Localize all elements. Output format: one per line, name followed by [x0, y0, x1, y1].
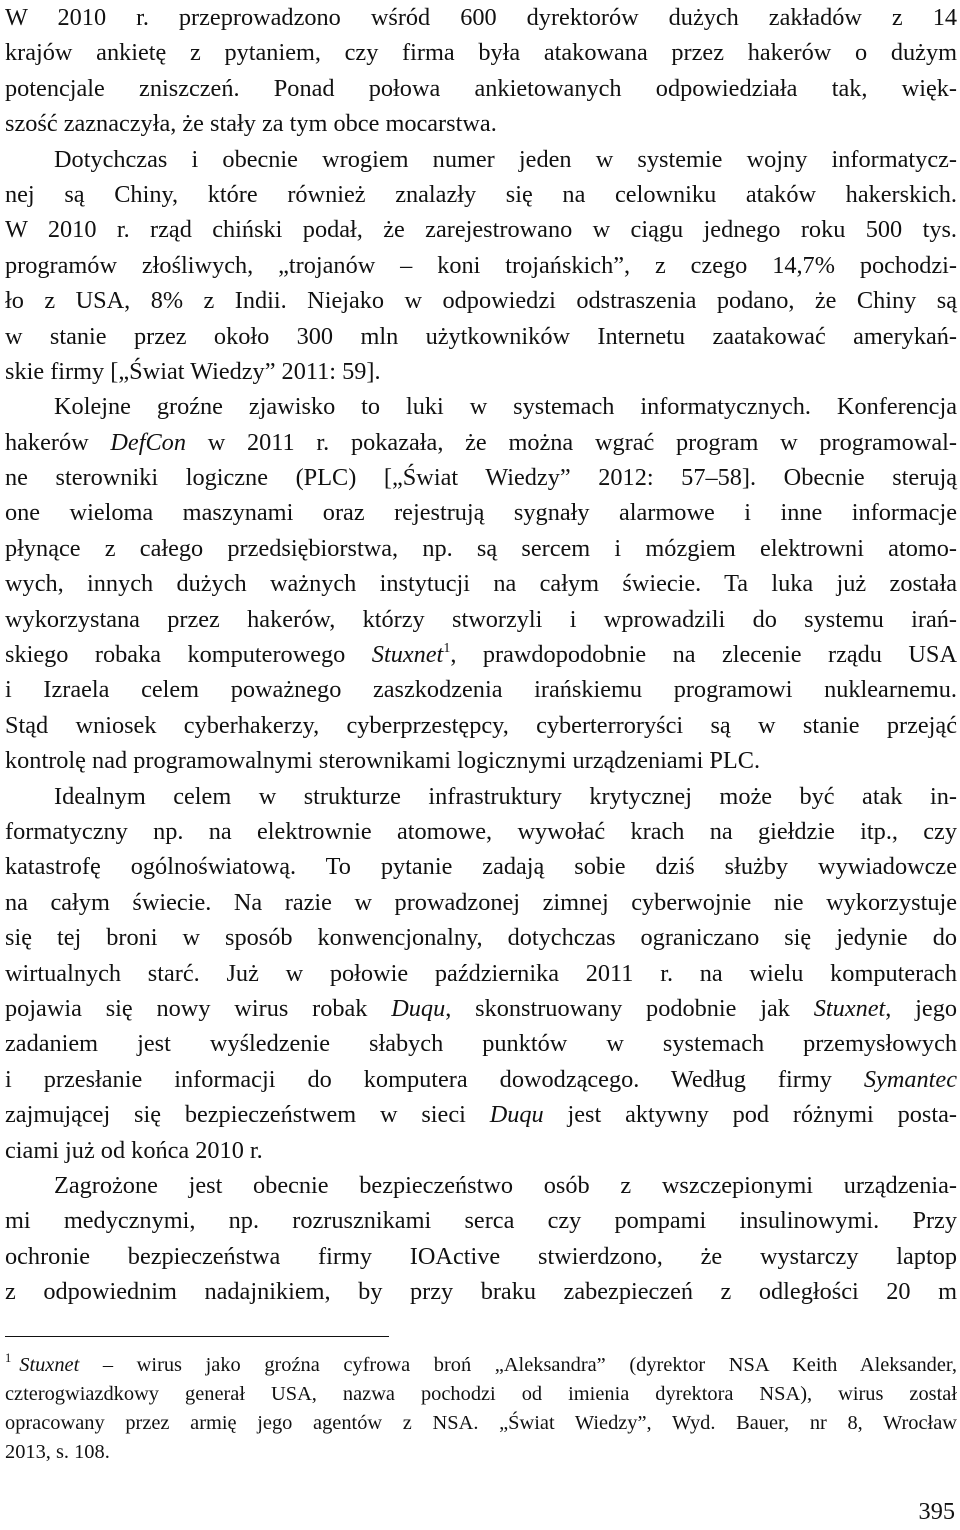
- footnote-line: [5, 1438, 957, 1467]
- text-line: [5, 956, 957, 991]
- text-line: [5, 425, 957, 460]
- text-run: one wieloma maszynami oraz rejestrują sygnały alarmowe i inne informacje: [5, 499, 957, 527]
- text-run: jest aktywny pod różnymi posta-: [543, 1101, 957, 1129]
- text-line: [5, 743, 957, 778]
- italic-term: Duqu: [391, 994, 446, 1022]
- text-line: [5, 1274, 957, 1309]
- italic-term: Stuxnet: [19, 1354, 80, 1376]
- text-run: płynące z całego przedsiębiorstwa, np. są sercem i mózgiem elektrowni atomo-: [5, 534, 957, 562]
- text-run: opracowany przez armię jego agentów z NSA. „Świat Wiedzy”, Wyd. Bauer, nr 8, Wrocław: [5, 1412, 957, 1434]
- footnote-line: [5, 1351, 957, 1380]
- text-run: Zagrożone jest obecnie bezpieczeństwo osób z wszczepionymi urządzenia-: [54, 1171, 957, 1199]
- text-run: krajów ankietę z pytaniem, czy firma była atakowana przez hakerów o dużym: [5, 39, 957, 67]
- text-line: [5, 991, 957, 1026]
- text-run: , skonstruowany podobnie jak: [445, 994, 814, 1022]
- text-run: 2013, s. 108.: [5, 1441, 110, 1463]
- italic-term: DefCon: [110, 428, 186, 456]
- text-line: [5, 1168, 957, 1203]
- text-line: [5, 212, 957, 247]
- text-line: [5, 779, 957, 814]
- text-line: [5, 106, 957, 141]
- text-line: [5, 283, 957, 318]
- text-line: [5, 672, 957, 707]
- text-line: [5, 354, 957, 389]
- text-line: [5, 602, 957, 637]
- text-line: [5, 814, 957, 849]
- footnote-reference: 1: [443, 641, 451, 657]
- text-line: [5, 0, 957, 35]
- text-line: [5, 1239, 957, 1274]
- text-line: [5, 1026, 957, 1061]
- footnote-marker: 1: [5, 1351, 12, 1365]
- text-run: Stąd wniosek cyberhakerzy, cyberprzestępcy, cyberterroryści są w stanie przejąć: [5, 711, 957, 739]
- text-run: W 2010 r. przeprowadzono wśród 600 dyrektorów dużych zakładów z 14: [5, 4, 957, 31]
- text-run: w stanie przez około 300 mln użytkowników Internetu zaatakować amerykań-: [5, 322, 957, 350]
- text-run: ciami już od końca 2010 r.: [5, 1136, 263, 1164]
- text-run: ochronie bezpieczeństwa firmy IOActive stwierdzono, że wystarczy laptop: [5, 1242, 957, 1270]
- text-run: hakerów: [5, 428, 111, 456]
- text-run: W 2010 r. rząd chiński podał, że zarejestrowano w ciągu jednego roku 500 tys.: [5, 216, 957, 244]
- text-run: , prawdopodobnie na zlecenie rządu USA: [450, 641, 957, 669]
- text-run: zadaniem jest wyśledzenie słabych punktów w systemach przemysłowych: [5, 1030, 957, 1058]
- text-line: [5, 566, 957, 601]
- text-run: i przesłanie informacji do komputera dowodzącego. Według firmy: [5, 1065, 864, 1093]
- italic-term: Stuxnet: [371, 641, 444, 669]
- text-run: się tej broni w sposób konwencjonalny, dotychczas ograniczano się jedynie do: [5, 924, 957, 952]
- text-line: [5, 1062, 957, 1097]
- text-run: ło z USA, 8% z Indii. Niejako w odpowiedzi odstraszenia podano, że Chiny są: [5, 287, 957, 315]
- text-run: ne sterowniki logiczne (PLC) [„Świat Wiedzy” 2012: 57–58]. Obecnie sterują: [5, 464, 957, 492]
- text-line: [5, 849, 957, 884]
- text-run: Idealnym celem w strukturze infrastruktury krytycznej może być atak in-: [54, 782, 957, 810]
- text-run: na całym świecie. Na razie w prowadzonej zimnej cyberwojnie nie wykorzystuje: [5, 888, 957, 916]
- main-text-body: [5, 0, 957, 1309]
- text-line: [5, 1203, 957, 1238]
- text-run: potencjale zniszczeń. Ponad połowa ankietowanych odpowiedziała tak, więk-: [5, 74, 957, 102]
- text-line: [5, 319, 957, 354]
- text-run: nej są Chiny, które również znalazły się na celowniku ataków hakerskich.: [5, 180, 957, 208]
- text-run: wykorzystana przez hakerów, którzy stworzyli i wprowadzili do systemu irań-: [5, 605, 957, 633]
- text-run: formatyczny np. na elektrownie atomowe, wywołać krach na giełdzie itp., czy: [5, 817, 957, 845]
- text-line: [5, 142, 957, 177]
- text-run: Kolejne groźne zjawisko to luki w systemach informatycznych. Konferencja: [54, 393, 957, 421]
- text-run: czterogwiazdkowy generał USA, nazwa pochodzi od imienia dyrektora NSA), wirus został: [5, 1383, 957, 1405]
- text-line: [5, 885, 957, 920]
- text-run: – wirus jako groźna cyfrowa broń „Aleksandra” (dyrektor NSA Keith Aleksander,: [79, 1354, 957, 1376]
- text-run: mi medycznymi, np. rozrusznikami serca czy pompami insulinowymi. Przy: [5, 1207, 957, 1235]
- text-line: [5, 920, 957, 955]
- text-line: [5, 1097, 957, 1132]
- text-line: [5, 35, 957, 70]
- text-line: [5, 248, 957, 283]
- text-run: programów złośliwych, „trojanów – koni trojańskich”, z czego 14,7% pochodzi-: [5, 251, 957, 279]
- text-run: z odpowiednim nadajnikiem, by przy braku zabezpieczeń z odległości 20 m: [5, 1278, 957, 1306]
- italic-term: Symantec: [863, 1065, 957, 1093]
- italic-term: Stuxnet: [813, 994, 886, 1022]
- text-run: katastrofę ogólnoświatową. To pytanie zadają sobie dziś służby wywiadowcze: [5, 853, 957, 881]
- text-run: , jego: [885, 994, 957, 1022]
- text-run: kontrolę nad programowalnymi sterownikami logicznymi urządzeniami PLC.: [5, 747, 761, 775]
- text-line: [5, 1133, 957, 1168]
- footnote-separator: [5, 1336, 389, 1337]
- footnote-line: [5, 1409, 957, 1438]
- page-number: 395: [918, 1498, 955, 1525]
- text-line: [5, 708, 957, 743]
- italic-term: Duqu: [489, 1101, 544, 1129]
- text-run: wych, innych dużych ważnych instytucji na całym świecie. Ta luka już została: [5, 570, 957, 598]
- footnote-line: [5, 1380, 957, 1409]
- text-run: zajmującej się bezpieczeństwem w sieci: [5, 1101, 490, 1129]
- text-line: [5, 637, 957, 672]
- text-run: Dotychczas i obecnie wrogiem numer jeden w systemie wojny informatycz-: [54, 145, 957, 173]
- text-line: [5, 71, 957, 106]
- text-line: [5, 389, 957, 424]
- text-run: pojawia się nowy wirus robak: [5, 994, 392, 1022]
- text-line: [5, 531, 957, 566]
- text-run: skie firmy [„Świat Wiedzy” 2011: 59].: [5, 357, 381, 385]
- text-run: skiego robaka komputerowego: [5, 641, 372, 669]
- text-run: szość zaznaczyła, że stały za tym obce mocarstwa.: [5, 110, 497, 138]
- text-line: [5, 460, 957, 495]
- text-line: [5, 495, 957, 530]
- text-run: wirtualnych starć. Już w połowie października 2011 r. na wielu komputerach: [5, 959, 957, 987]
- text-line: [5, 177, 957, 212]
- text-run: i Izraela celem poważnego zaszkodzenia irańskiemu programowi nuklearnemu.: [5, 676, 957, 704]
- footnote: [5, 1351, 957, 1467]
- text-run: w 2011 r. pokazała, że można wgrać program w programowal-: [185, 428, 957, 456]
